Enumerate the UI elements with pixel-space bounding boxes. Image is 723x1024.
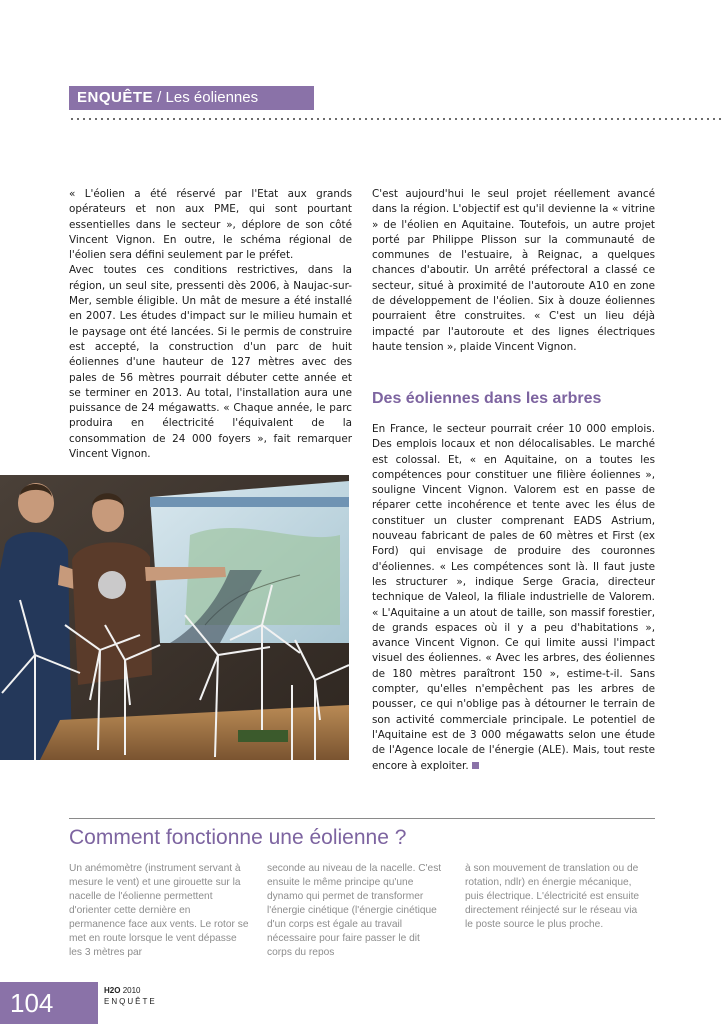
logo-h2o: H2O bbox=[104, 986, 121, 995]
box-column-3: à son mouvement de translation ou de rotation, ndlr) en énergie mécanique, puis électrique. L'électricité est ensuite directement réinjecté sur le réseau via le poste source le plus proche. bbox=[465, 863, 640, 930]
article-column-left bbox=[69, 187, 352, 462]
box-column-2: seconde au niveau de la nacelle. C'est ensuite le même principe qu'une dynamo qui permet de transformer l'énergie cinétique (l'énergie cinétique d'un corps est égale au travail nécessaire pour faire passer le dit corps du repos bbox=[267, 863, 442, 958]
paragraph: En France, le secteur pourrait créer 10 000 emplois. Des emplois locaux et non délocalisables. Le marché est colossal. Et, « en Aquitaine, on a toutes les compétences pour constituer une filière éoliennes », souligne Vincent Vignon. Valorem est en passe de réparer cette incohérence et tente avec les élus de constituer un cluster comprenant EADS Astrium, nouveau fabricant de pales de 60 mètres et First (ex Ford) qui envisage de produire des couronnes d'éoliennes. « Les compétences sont là. Il faut juste les structurer », indique Serge Gracia, directeur technique de Valeol, la filiale industrielle de Valorem. « L'Aquitaine a un atout de taille, son massif forestier, de grands espaces où il y a peu d'habitations », avance Vincent Vignon. Ce qui limite aussi l'impact visuel des éoliennes. « Avec les arbres, des éoliennes de 180 mètres paraîtront 150 », estime-t-il. Sans compter, qu'elles n'empêchent pas les arbres de pousser, ce qui n'oblige pas à détourner le terrain de son activité commerciale principale. Le potentiel de l'Aquitaine est de 3 000 mégawatts selon une étude de l'Agence locale de l'énergie (ALE). Mais, tout reste encore à exploiter. bbox=[372, 423, 655, 772]
dotted-divider bbox=[69, 117, 723, 121]
section-topic: Les éoliennes bbox=[165, 89, 259, 106]
photo-illustration bbox=[0, 475, 349, 760]
logo-year: 2010 bbox=[122, 986, 141, 995]
photo-wind-turbine-models bbox=[0, 475, 349, 760]
article-column-right-top bbox=[372, 187, 655, 355]
magazine-logo bbox=[104, 986, 164, 1020]
box-title: Comment fonctionne une éolienne ? bbox=[69, 826, 407, 849]
subheading: Des éoliennes dans les arbres bbox=[372, 390, 602, 407]
box-divider bbox=[69, 818, 655, 819]
paragraph: Avec toutes ces conditions restrictives, dans la région, un seul site, pressenti dès 2006, à Naujac-sur-Mer, semble éligible. Un mât de mesure a été installé en 2007. Les études d'impact sur le milieu humain et le paysage ont été lancées. Si le permis de construire est accepté, la construction d'un parc de huit éoliennes d'une hauteur de 127 mètres avec des pales de 56 mètres pourrait débuter cette année et se terminer en 2013. Au total, l'installation aura une puissance de 24 mégawatts. « Chaque année, le parc produira en électricité l'équivalent de la consommation de 24 000 foyers », fait remarquer Vincent Vignon. bbox=[69, 264, 352, 461]
section-header-tag bbox=[69, 86, 314, 110]
article-column-right-bottom bbox=[372, 422, 655, 774]
logo-enquete: ENQUÊTE bbox=[104, 997, 157, 1006]
paragraph: « L'éolien a été réservé par l'Etat aux grands opérateurs et non aux PME, qui sont pourtant essentielles dans le secteur », déplore de son côté Vincent Vignon. En outre, le schéma régional de l'éolien sera défini seulement par le préfet. bbox=[69, 188, 352, 262]
box-column-1: Un anémomètre (instrument servant à mesure le vent) et une girouette sur la nacelle de l'éolienne permettent d'orienter cette dernière en permanence face aux vents. Le rotor se met en route lorsque le vent dépasse les 3 mètres par bbox=[69, 863, 249, 958]
footer-page-band bbox=[0, 982, 98, 1024]
section-label: ENQUÊTE bbox=[77, 89, 154, 106]
page-number: 104 bbox=[10, 988, 54, 1018]
paragraph: C'est aujourd'hui le seul projet réellement avancé dans la région. L'objectif est qu'il devienne la « vitrine » de l'éolien en Aquitaine. Toutefois, un autre projet porté par Philippe Plisson sur la communauté de communes de l'estuaire, à Reignac, a quelques chances d'aboutir. Un arrêté préfectoral a classé ce secteur, situé à proximité de l'autoroute A10 en zone de développement de l'éolien. Six à douze éoliennes pourraient être construites. « C'est un lieu déjà impacté par l'autoroute et des lignes électriques haute tension », plaide Vincent Vignon. bbox=[372, 188, 655, 353]
end-mark-icon bbox=[472, 762, 479, 769]
section-separator: / bbox=[153, 89, 166, 106]
